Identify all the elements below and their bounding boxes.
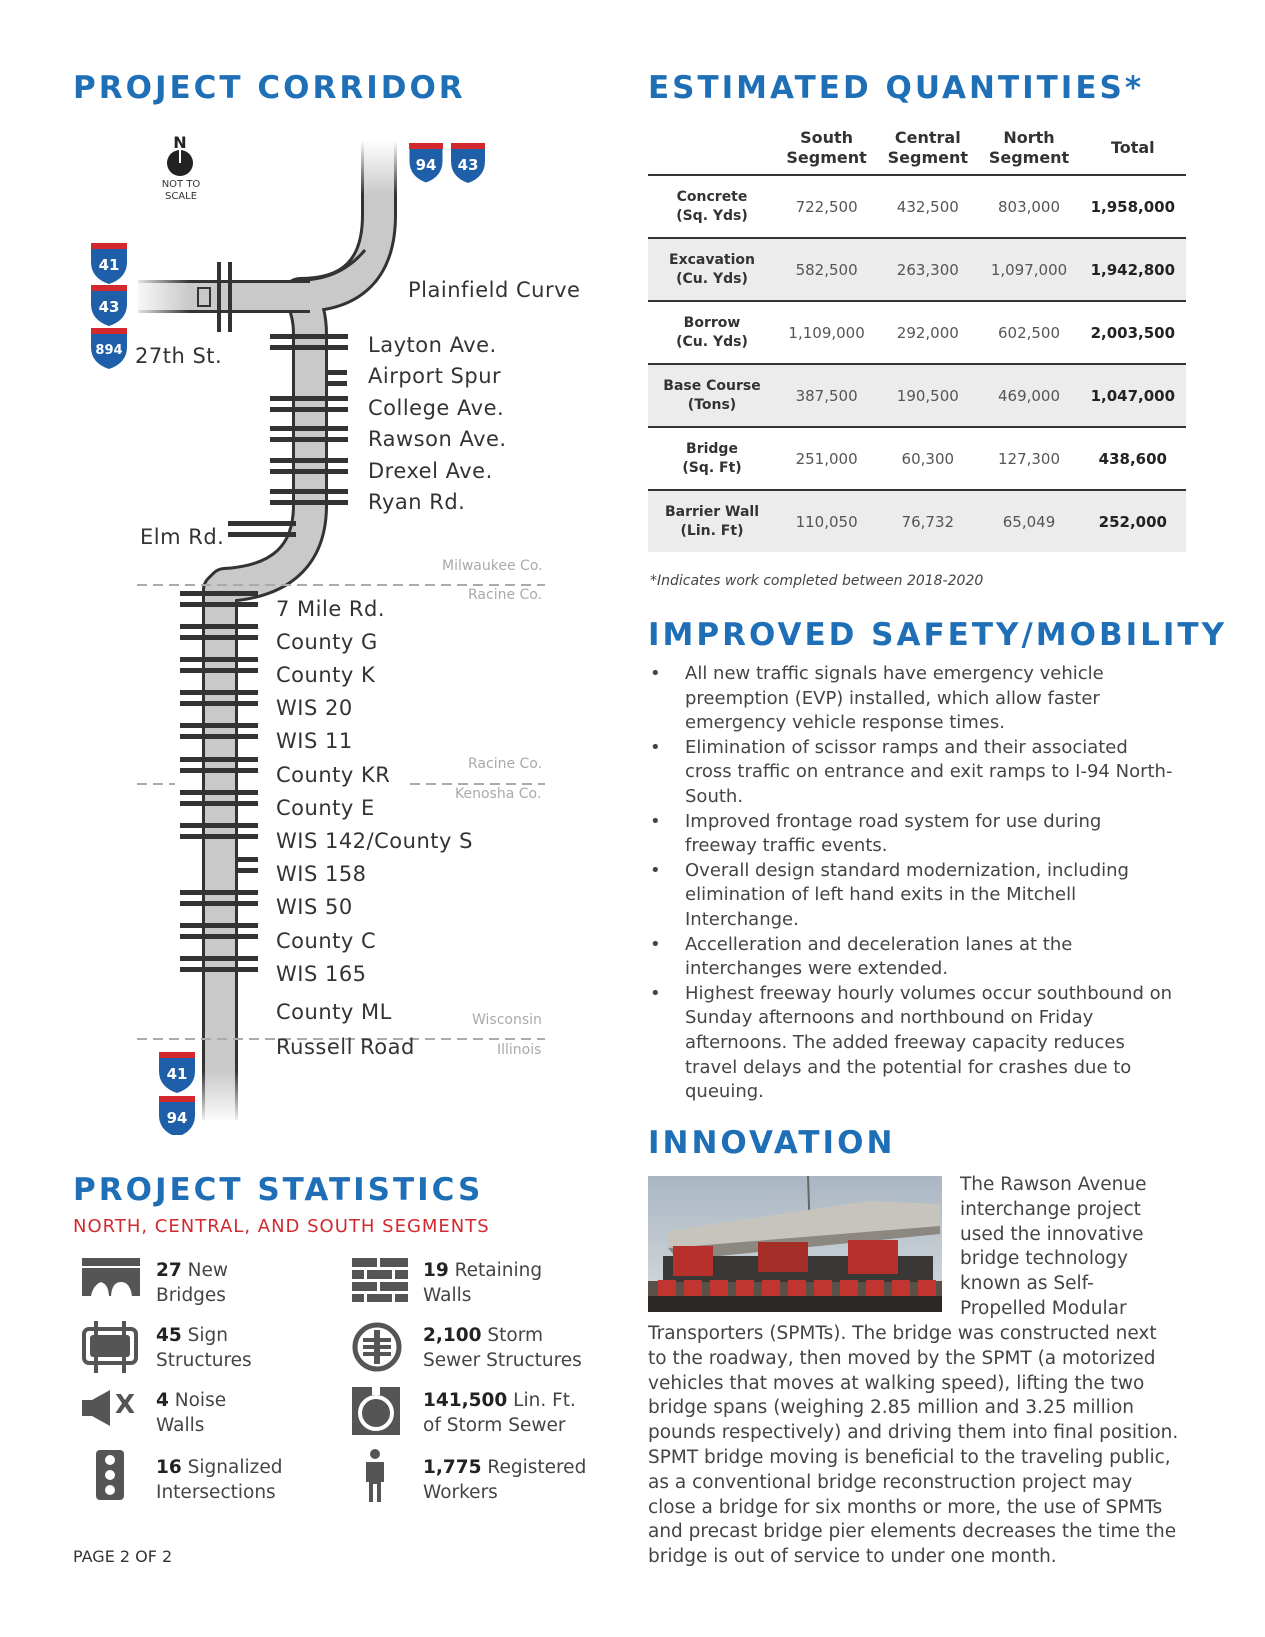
map-label-road: County KR xyxy=(276,763,391,787)
interstate-94-shield-icon xyxy=(159,1096,195,1135)
interstate-43-shield-icon xyxy=(451,143,485,183)
column-header: Central Segment xyxy=(877,124,978,175)
stat-signalized-intersections: 16 Signalized Intersections xyxy=(156,1457,283,1503)
shield-43-label: 43 xyxy=(457,156,479,174)
map-label-road: WIS 165 xyxy=(276,962,367,986)
noise-x-icon: X xyxy=(115,1390,136,1420)
list-item: • Improved frontage road system for use during freeway traffic events. xyxy=(650,810,1102,857)
page-number: PAGE 2 OF 2 xyxy=(73,1547,173,1566)
stat-storm-sewer-structures: 2,100 Storm Sewer Structures xyxy=(423,1325,582,1371)
svg-text:41: 41 xyxy=(166,1065,188,1083)
map-label-27th-st: 27th St. xyxy=(135,344,223,368)
map-label-road: County E xyxy=(276,796,375,820)
list-item: • Highest freeway hourly volumes occur southbound on Sunday afternoons and northbound on Friday afternoons. The added freeway capacity reduces travel delays and the potential for crashes due to queuing. xyxy=(650,982,1173,1103)
stat-retaining-walls: 19 Retaining Walls xyxy=(423,1260,543,1306)
quantities-table xyxy=(648,124,1186,552)
speaker-icon xyxy=(82,1390,112,1426)
column-header: Total xyxy=(1080,124,1186,175)
map-label-road: Rawson Ave. xyxy=(368,427,507,451)
county-label: Kenosha Co. xyxy=(455,786,542,802)
map-label-elm-rd: Elm Rd. xyxy=(140,525,225,549)
map-label-road: 7 Mile Rd. xyxy=(276,597,386,621)
list-item: • Overall design standard modernization, including elimination of left hand exits in the Mitchell Interchange. xyxy=(650,859,1129,930)
column-header: South Segment xyxy=(776,124,877,175)
map-label-road: Drexel Ave. xyxy=(368,459,493,483)
map-label-road: Airport Spur xyxy=(368,364,502,388)
bridge-icon xyxy=(82,1258,140,1298)
quantities-title: ESTIMATED QUANTITIES* xyxy=(648,70,1145,106)
list-item: • Accelleration and deceleration lanes at the interchanges were extended. xyxy=(650,933,1073,980)
map-label-road: WIS 20 xyxy=(276,696,353,720)
storm-sewer-icon xyxy=(352,1322,402,1372)
spmt-bridge-photo xyxy=(648,1176,942,1312)
table-row: Barrier Wall (Lin. Ft) 110,050 76,732 65,049 252,000 xyxy=(648,490,1186,552)
north-arrow-icon xyxy=(167,150,193,176)
stat-noise-walls: 4 Noise Walls xyxy=(156,1390,227,1436)
worker-icon xyxy=(362,1448,388,1502)
svg-text:43: 43 xyxy=(98,298,120,316)
county-label: Racine Co. xyxy=(468,587,543,603)
stat-registered-workers: 1,775 Registered Workers xyxy=(423,1457,587,1503)
map-label-road: WIS 11 xyxy=(276,729,353,753)
statistics-subtitle: NORTH, CENTRAL, AND SOUTH SEGMENTS xyxy=(73,1216,490,1237)
table-row: Borrow (Cu. Yds) 1,109,000 292,000 602,500 2,003,500 xyxy=(648,301,1186,364)
list-item: • Elimination of scissor ramps and their associated cross traffic on entrance and exit ramps to I-94 North-South. xyxy=(650,736,1173,807)
safety-title: IMPROVED SAFETY/MOBILITY xyxy=(648,617,1228,653)
map-label-road: County C xyxy=(276,929,377,953)
north-overpasses xyxy=(228,334,348,537)
county-label: Milwaukee Co. xyxy=(442,558,543,574)
table-row: Concrete (Sq. Yds) 722,500 432,500 803,000 1,958,000 xyxy=(648,175,1186,238)
state-label: Wisconsin xyxy=(472,1012,542,1028)
innovation-text: Transporters (SPMTs). The bridge was constructed next to the roadway, then moved by the SPMT (a motorized vehicles that moves at walking speed), lifting the two bridge spans (weighing 2.85 million and 3.25 million pounds respectively) and driving them into final position. SPMT bridge moving is beneficial to the traveling public, as a conventional bridge reconstruction project may close a bridge for six months or more, the use of SPMTs and precast bridge pier elements decreases the time the bridge is out of service to under one month. xyxy=(648,1323,1179,1568)
table-row: Bridge (Sq. Ft) 251,000 60,300 127,300 438,600 xyxy=(648,427,1186,490)
map-label-road: College Ave. xyxy=(368,396,505,420)
map-label-road: Russell Road xyxy=(276,1035,415,1059)
table-header-row xyxy=(648,124,1186,175)
interstate-894-shield-icon xyxy=(91,328,127,369)
map-label-road: County G xyxy=(276,630,378,654)
map-label-road: WIS 142/County S xyxy=(276,829,473,853)
state-label: Illinois xyxy=(497,1042,542,1058)
svg-text:894: 894 xyxy=(95,343,123,358)
quantities-footnote: *Indicates work completed between 2018-2020 xyxy=(650,573,984,589)
stat-sign-structures: 45 Sign Structures xyxy=(156,1325,252,1371)
interstate-41-shield-icon xyxy=(159,1052,195,1093)
map-label-road: Ryan Rd. xyxy=(368,490,466,514)
interstate-94-shield-icon xyxy=(409,143,443,183)
shield-94-label: 94 xyxy=(415,156,437,174)
safety-list xyxy=(648,662,1178,1105)
not-to-scale-note: NOT TO SCALE xyxy=(161,179,201,202)
interstate-41-shield-icon xyxy=(91,243,127,284)
sign-structure-icon xyxy=(82,1321,138,1373)
north-label: N xyxy=(173,133,187,152)
retaining-wall-icon xyxy=(352,1258,408,1302)
corridor-title: PROJECT CORRIDOR xyxy=(73,70,466,106)
table-row: Base Course (Tons) 387,500 190,500 469,000 1,047,000 xyxy=(648,364,1186,427)
map-label-road: County K xyxy=(276,663,376,687)
map-label-plainfield-curve: Plainfield Curve xyxy=(408,278,581,302)
map-label-road: WIS 158 xyxy=(276,862,367,886)
svg-text:94: 94 xyxy=(166,1109,188,1127)
interstate-43-shield-icon xyxy=(91,285,127,326)
map-label-road: WIS 50 xyxy=(276,895,353,919)
svg-text:41: 41 xyxy=(98,256,120,274)
storm-pipe-icon xyxy=(352,1387,400,1435)
county-label: Racine Co. xyxy=(468,756,543,772)
map-label-road: County ML xyxy=(276,1000,392,1024)
table-row: Excavation (Cu. Yds) 582,500 263,300 1,097,000 1,942,800 xyxy=(648,238,1186,301)
innovation-title: INNOVATION xyxy=(648,1125,896,1161)
map-label-road: Layton Ave. xyxy=(368,333,497,357)
column-header: North Segment xyxy=(978,124,1079,175)
stat-storm-sewer-length: 141,500 Lin. Ft. of Storm Sewer xyxy=(423,1390,576,1436)
innovation-text-wrap: The Rawson Avenue interchange project used the innovative bridge technology known as Self- Propelled Modular xyxy=(960,1174,1147,1319)
list-item: • All new traffic signals have emergency vehicle preemption (EVP) installed, which allow faster emergency vehicle response times. xyxy=(650,663,1104,734)
traffic-signal-icon xyxy=(96,1450,124,1500)
stat-bridges: 27 New Bridges xyxy=(156,1260,228,1306)
statistics-title: PROJECT STATISTICS xyxy=(73,1172,484,1208)
